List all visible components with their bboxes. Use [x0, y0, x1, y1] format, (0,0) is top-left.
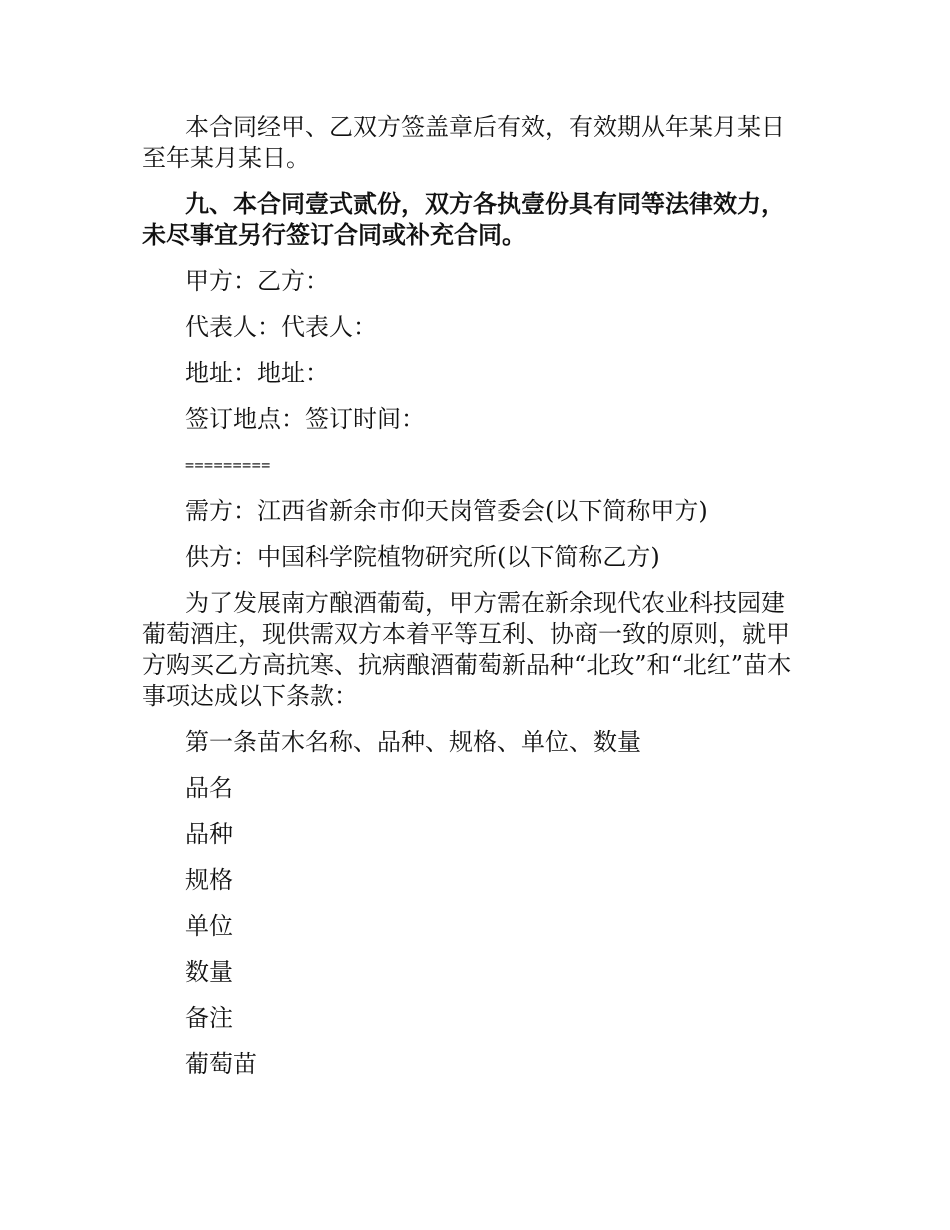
field-product-name: 品名: [185, 774, 233, 802]
paragraph-supplier: 供方：中国科学院植物研究所(以下简称乙方): [185, 543, 660, 571]
paragraph-validity: 本合同经甲、乙双方签盖章后有效，有效期从年某月某日至年某月某日。: [142, 113, 785, 172]
field-remarks: 备注: [185, 1004, 233, 1032]
document-body: [142, 112, 807, 1095]
paragraph-clause-nine: 九、本合同壹式贰份，双方各执壹份具有同等法律效力，未尽事宜另行签订合同或补充合同。: [142, 190, 785, 249]
field-specification: 规格: [185, 866, 233, 894]
paragraph-signing-info: 签订地点：签订时间：: [185, 405, 425, 433]
field-variety: 品种: [185, 820, 233, 848]
paragraph-representatives: 代表人：代表人：: [185, 313, 377, 341]
field-grape-seedling: 葡萄苗: [185, 1050, 257, 1078]
paragraph-parties: 甲方：乙方：: [185, 267, 329, 295]
paragraph-addresses: 地址：地址：: [185, 359, 329, 387]
paragraph-purpose: 为了发展南方酿酒葡萄，甲方需在新余现代农业科技园建葡萄酒庄，现供需双方本着平等互利、协商一致的原则，就甲方购买乙方高抗寒、抗病酿酒葡萄新品种“北玫”和“北红”苗木事项达成以下条款：: [142, 589, 792, 710]
field-quantity: 数量: [185, 958, 233, 986]
paragraph-buyer: 需方：江西省新余市仰天岗管委会(以下简称甲方): [185, 497, 708, 525]
section-divider: =========: [185, 456, 271, 474]
field-unit: 单位: [185, 912, 233, 940]
paragraph-article-one: 第一条苗木名称、品种、规格、单位、数量: [185, 728, 641, 756]
